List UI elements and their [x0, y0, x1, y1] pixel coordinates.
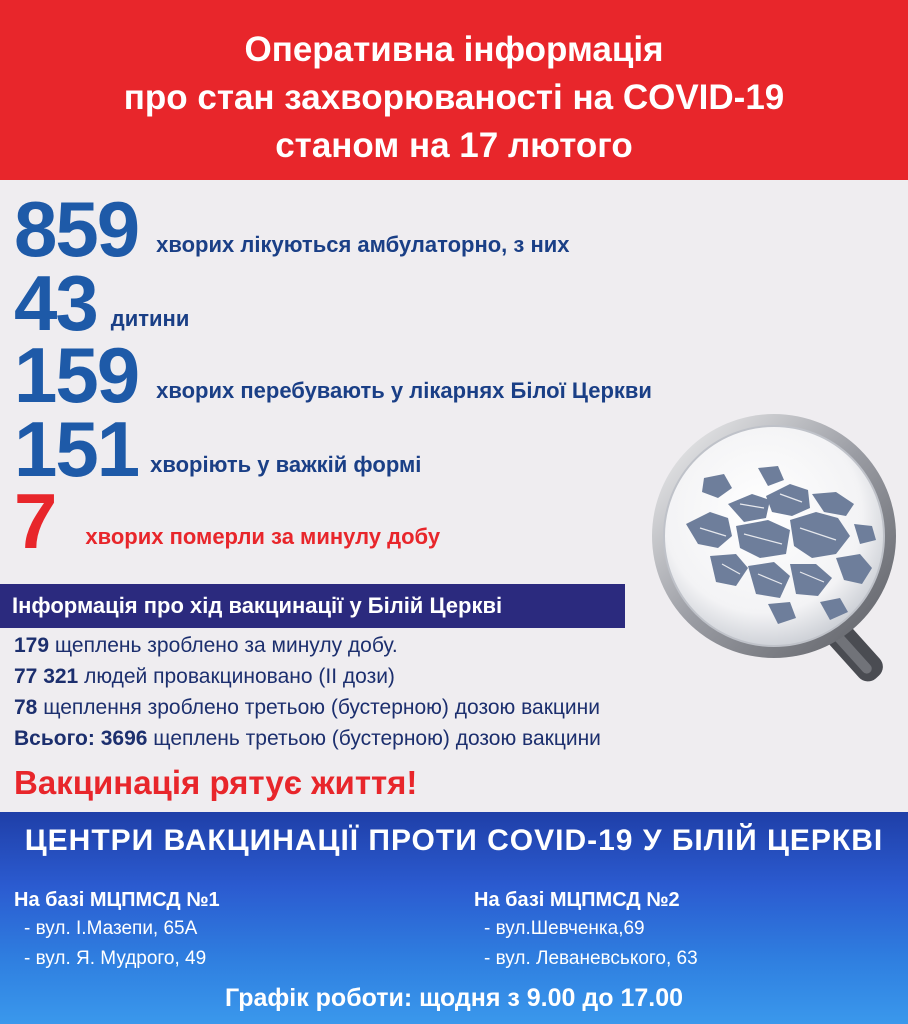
- center-address: - вул. Леваневського, 63: [484, 948, 698, 969]
- vaccination-line: [14, 723, 601, 754]
- stat-label: хворіють у важкій формі: [150, 452, 422, 477]
- center-address: - вул.Шевченка,69: [484, 918, 645, 939]
- vaccination-value: Всього: 3696: [14, 727, 148, 750]
- vaccination-line: [14, 630, 601, 661]
- vaccination-banner: Інформація про хід вакцинації у Білій Церкві: [0, 584, 625, 628]
- stat-value: 859: [14, 185, 139, 273]
- stat-hospitals: [14, 331, 652, 419]
- stat-children: [14, 259, 190, 347]
- vaccination-line: [14, 692, 601, 723]
- center-address: - вул. Я. Мудрого, 49: [24, 948, 207, 969]
- vaccination-info-list: [14, 630, 601, 754]
- magnifying-glass-map-icon: [640, 408, 902, 688]
- vaccination-text: людей провакциновано (ІІ дози): [78, 665, 395, 688]
- stat-value: 159: [14, 331, 139, 419]
- vaccination-centers-section: [0, 812, 908, 1024]
- header-banner: [0, 0, 908, 180]
- stat-severe: [14, 405, 422, 493]
- centers-title: ЦЕНТРИ ВАКЦИНАЦІЇ ПРОТИ COVID-19 У БІЛІЙ ЦЕРКВІ: [24, 824, 884, 857]
- header-title-line-1: Оперативна інформація: [244, 30, 664, 69]
- stat-value: 7: [14, 477, 56, 565]
- stat-value: 151: [14, 405, 139, 493]
- center-2: [474, 886, 698, 974]
- vaccination-value: 179: [14, 634, 50, 657]
- vaccination-text: щеплення зроблено третьою (бустерною) дозою вакцини: [37, 696, 600, 719]
- vaccination-value: 77 321: [14, 665, 79, 688]
- work-schedule: Графік роботи: щодня з 9.00 до 17.00: [224, 984, 684, 1012]
- center-title: На базі МЦПМСД №1: [14, 889, 220, 911]
- header-title-line-2: про стан захворюваності на COVID-19: [123, 78, 785, 117]
- stat-ambulatory: [14, 185, 570, 273]
- stat-value: 43: [14, 259, 97, 347]
- vaccination-text: щеплень зроблено за минулу добу.: [49, 634, 398, 657]
- stat-label: хворих лікуються амбулаторно, з них: [156, 232, 570, 257]
- center-title: На базі МЦПМСД №2: [474, 889, 680, 911]
- vaccination-slogan: Вакцинація рятує життя!: [14, 764, 418, 801]
- vaccination-text: щеплень третьою (бустерною) дозою вакцини: [147, 727, 601, 750]
- center-1: [14, 886, 220, 974]
- vaccination-value: 78: [14, 696, 38, 719]
- stat-label: хворих померли за минулу добу: [85, 524, 441, 549]
- stat-label: дитини: [110, 306, 190, 331]
- stat-deaths: [14, 477, 441, 565]
- vaccination-line: [14, 661, 601, 692]
- stat-label: хворих перебувають у лікарнях Білої Церкви: [156, 378, 652, 403]
- header-title-line-3: станом на 17 лютого: [275, 126, 633, 165]
- center-address: - вул. І.Мазепи, 65А: [24, 918, 198, 939]
